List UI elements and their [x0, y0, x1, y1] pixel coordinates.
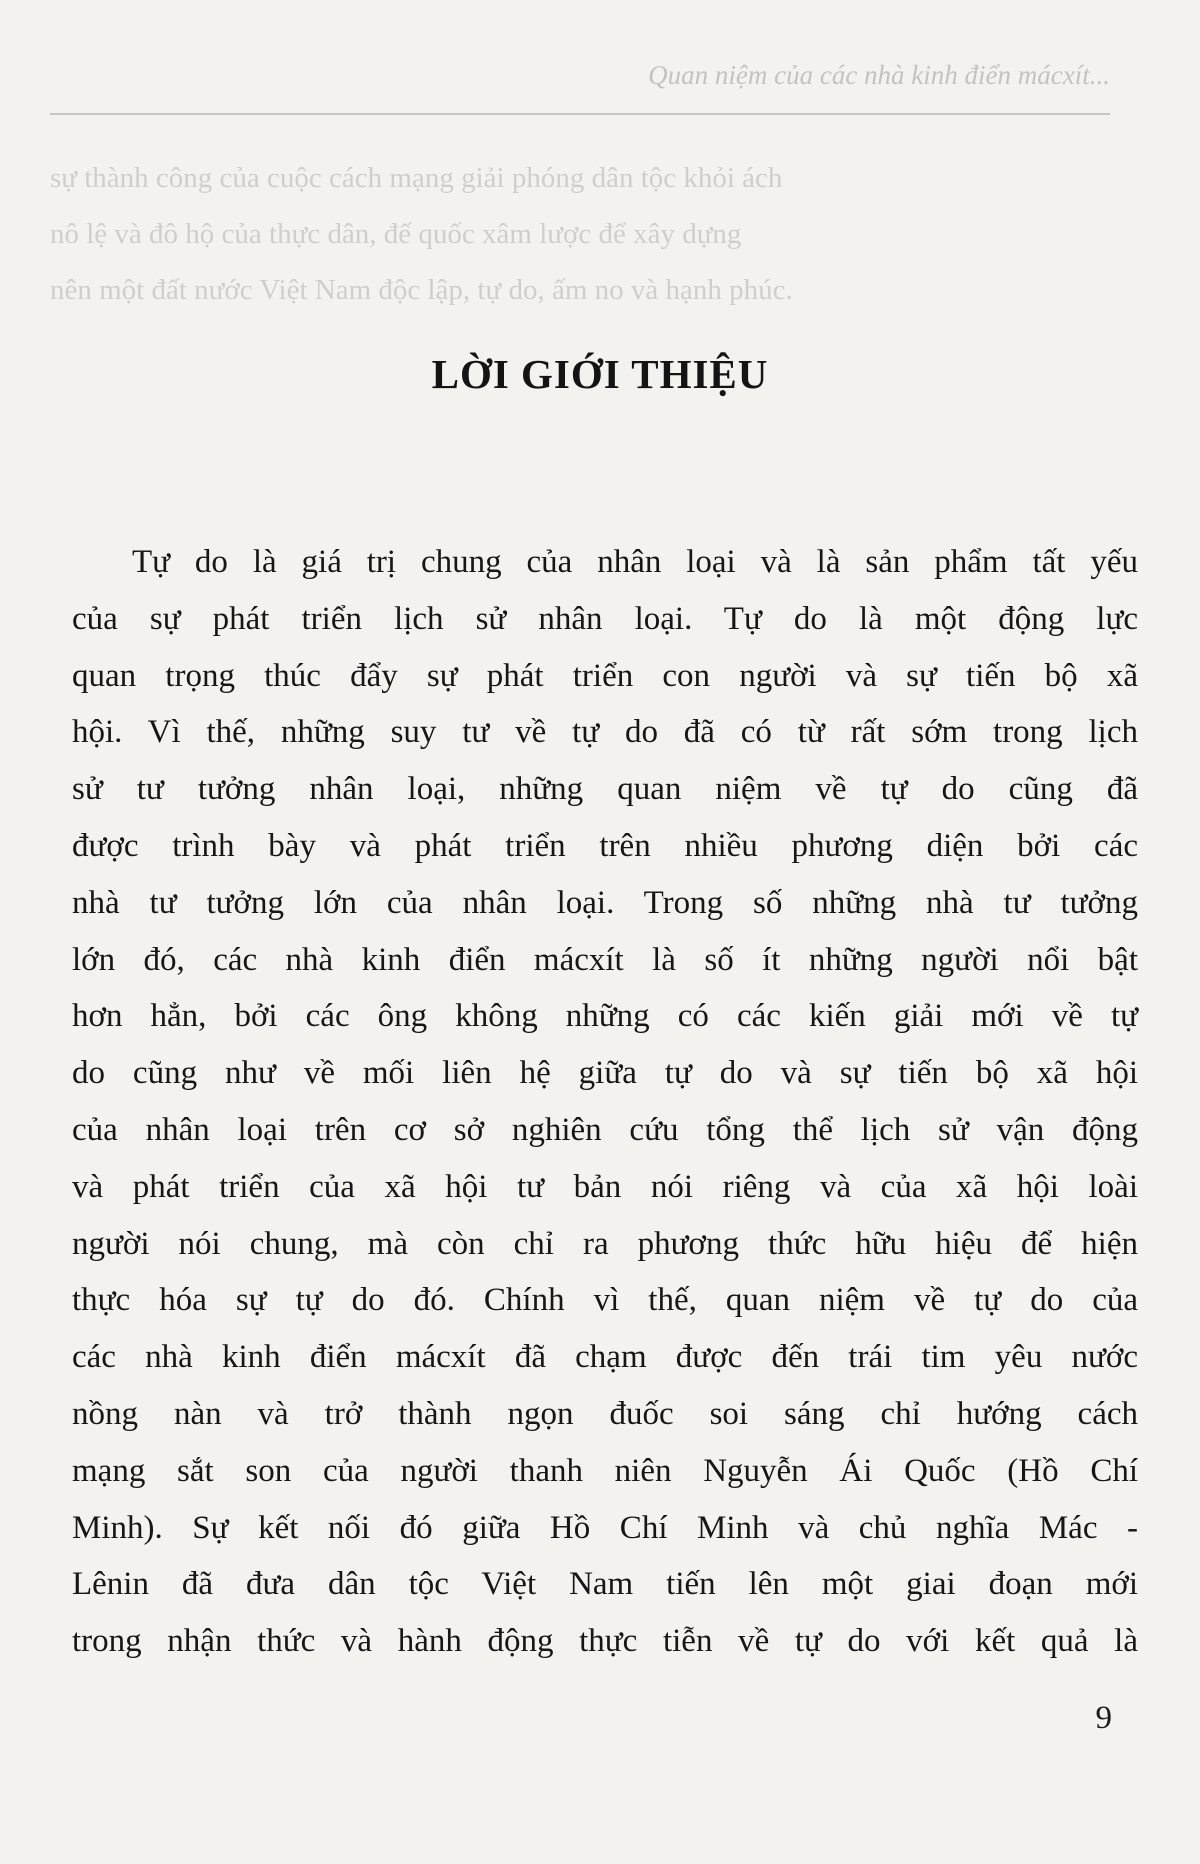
- running-header: Quan niệm của các nhà kinh điển mácxít...: [648, 60, 1110, 90]
- paragraph-line: được trình bày và phát triển trên nhiều phương diện bởi các: [72, 827, 1138, 864]
- page-number: 9: [1095, 1700, 1112, 1736]
- paragraph-line: Lênin đã đưa dân tộc Việt Nam tiến lên một giai đoạn mới: [72, 1566, 1138, 1603]
- show-through-text: [50, 150, 1110, 318]
- paragraph-line: mạng sắt son của người thanh niên Nguyễn Ái Quốc (Hồ Chí: [72, 1452, 1138, 1489]
- paragraph-line: Minh). Sự kết nối đó giữa Hồ Chí Minh và chủ nghĩa Mác -: [72, 1509, 1138, 1546]
- paragraph-line: thực hóa sự tự do đó. Chính vì thế, quan niệm về tự do của: [72, 1282, 1138, 1319]
- paragraph-line: Tự do là giá trị chung của nhân loại và là sản phẩm tất yếu: [132, 544, 1138, 580]
- header-rule: [50, 113, 1110, 115]
- body-paragraph: [72, 534, 1138, 1670]
- show-through-line: nên một đất nước Việt Nam độc lập, tự do, ấm no và hạnh phúc.: [50, 274, 793, 306]
- paragraph-line: các nhà kinh điển mácxít đã chạm được đến trái tim yêu nước: [72, 1339, 1138, 1376]
- paragraph-line: sử tư tưởng nhân loại, những quan niệm về tự do cũng đã: [72, 771, 1138, 808]
- section-title: LỜI GIỚI THIỆU: [431, 351, 769, 397]
- paragraph-line: nồng nàn và trở thành ngọn đuốc soi sáng chỉ hướng cách: [72, 1395, 1138, 1432]
- paragraph-line: và phát triển của xã hội tư bản nói riêng và của xã hội loài: [72, 1168, 1138, 1205]
- paragraph-line: do cũng như về mối liên hệ giữa tự do và sự tiến bộ xã hội: [72, 1055, 1138, 1092]
- paragraph-line: lớn đó, các nhà kinh điển mácxít là số ít những người nổi bật: [72, 941, 1138, 978]
- paragraph-line: trong nhận thức và hành động thực tiễn về tự do với kết quả là: [72, 1623, 1138, 1660]
- paragraph-line: nhà tư tưởng lớn của nhân loại. Trong số những nhà tư tưởng: [72, 884, 1138, 921]
- paragraph-line: hội. Vì thế, những suy tư về tự do đã có từ rất sớm trong lịch: [72, 714, 1138, 751]
- paragraph-line: hơn hẳn, bởi các ông không những có các kiến giải mới về tự: [72, 998, 1138, 1035]
- paragraph-line: của nhân loại trên cơ sở nghiên cứu tổng thể lịch sử vận động: [72, 1111, 1138, 1148]
- paragraph-line: của sự phát triển lịch sử nhân loại. Tự do là một động lực: [72, 600, 1138, 637]
- paragraph-line: quan trọng thúc đẩy sự phát triển con người và sự tiến bộ xã: [72, 657, 1138, 694]
- show-through-line: nô lệ và đô hộ của thực dân, đế quốc xâm lược để xây dựng: [50, 218, 742, 250]
- paragraph-line: người nói chung, mà còn chỉ ra phương thức hữu hiệu để hiện: [72, 1225, 1138, 1262]
- show-through-line: sự thành công của cuộc cách mạng giải phóng dân tộc khỏi ách: [50, 162, 783, 194]
